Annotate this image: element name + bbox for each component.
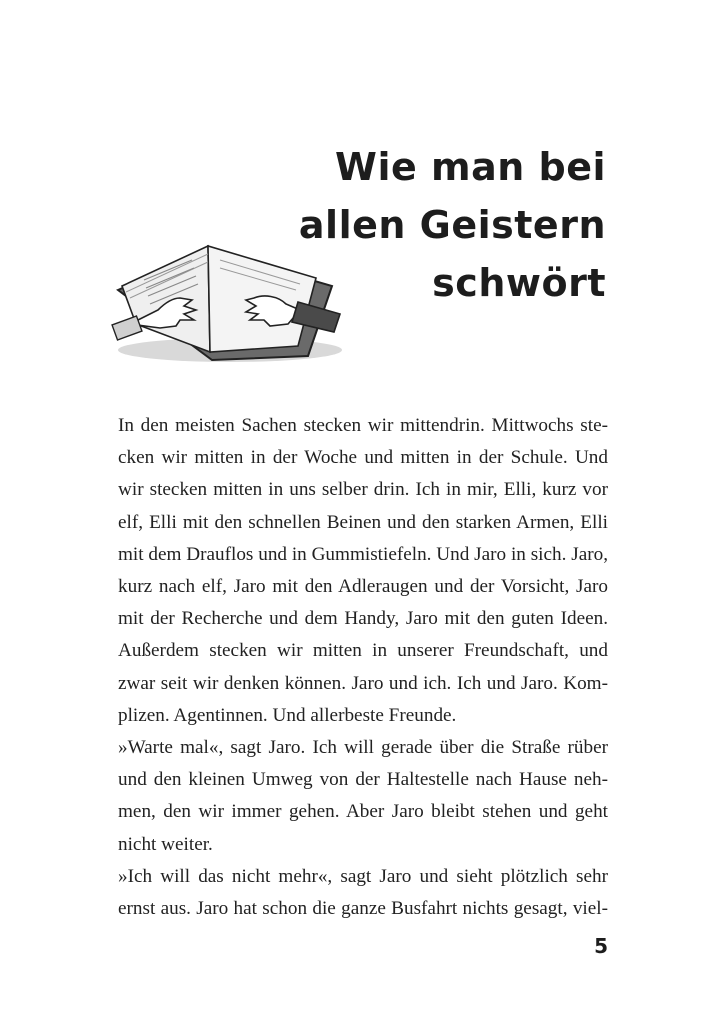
text-line: In den meisten Sachen stecken wir mittendrin. Mittwochs ste- <box>118 415 608 436</box>
paragraph-3 <box>118 861 608 925</box>
text-line: kurz nach elf, Jaro mit den Adleraugen und der Vorsicht, Jaro <box>118 576 608 598</box>
text-line: wir stecken mitten in uns selber drin. Ich in mir, Elli, kurz vor <box>118 479 608 501</box>
text-line: plizen. Agentinnen. Und allerbeste Freunde. <box>118 704 457 726</box>
text-line: mit der Recherche und dem Handy, Jaro mit den guten Ideen. <box>118 608 608 630</box>
text-line: und den kleinen Umweg von der Haltestelle nach Hause neh- <box>118 769 608 791</box>
paragraph-1 <box>118 410 608 732</box>
text-line: men, den wir immer gehen. Aber Jaro bleibt stehen und geht <box>118 801 608 823</box>
page-number: 5 <box>594 934 608 958</box>
text-line: »Warte mal«, sagt Jaro. Ich will gerade über die Straße rüber <box>118 737 608 759</box>
text-line: ernst aus. Jaro hat schon die ganze Busfahrt nichts gesagt, viel- <box>118 898 608 920</box>
chapter-title-line-1: Wie man bei <box>335 145 606 189</box>
body-text <box>118 410 608 925</box>
open-book-with-hands-icon <box>100 228 352 368</box>
text-line: nicht weiter. <box>118 833 213 855</box>
chapter-title-line-3: schwört <box>432 261 606 305</box>
chapter-title-line-2: allen Geistern <box>298 203 606 247</box>
text-line: cken wir mitten in der Woche und mitten in der Schule. Und <box>118 447 608 469</box>
paragraph-2 <box>118 732 608 861</box>
text-line: zwar seit wir denken können. Jaro und ich. Ich und Jaro. Kom- <box>118 672 608 694</box>
text-line: Außerdem stecken wir mitten in unserer Freundschaft, und <box>118 640 608 662</box>
text-line: »Ich will das nicht mehr«, sagt Jaro und sieht plötzlich sehr <box>118 865 608 887</box>
text-line: mit dem Drauflos und in Gummistiefeln. Und Jaro in sich. Jaro, <box>118 543 608 565</box>
text-line: elf, Elli mit den schnellen Beinen und den starken Armen, Elli <box>118 511 608 533</box>
